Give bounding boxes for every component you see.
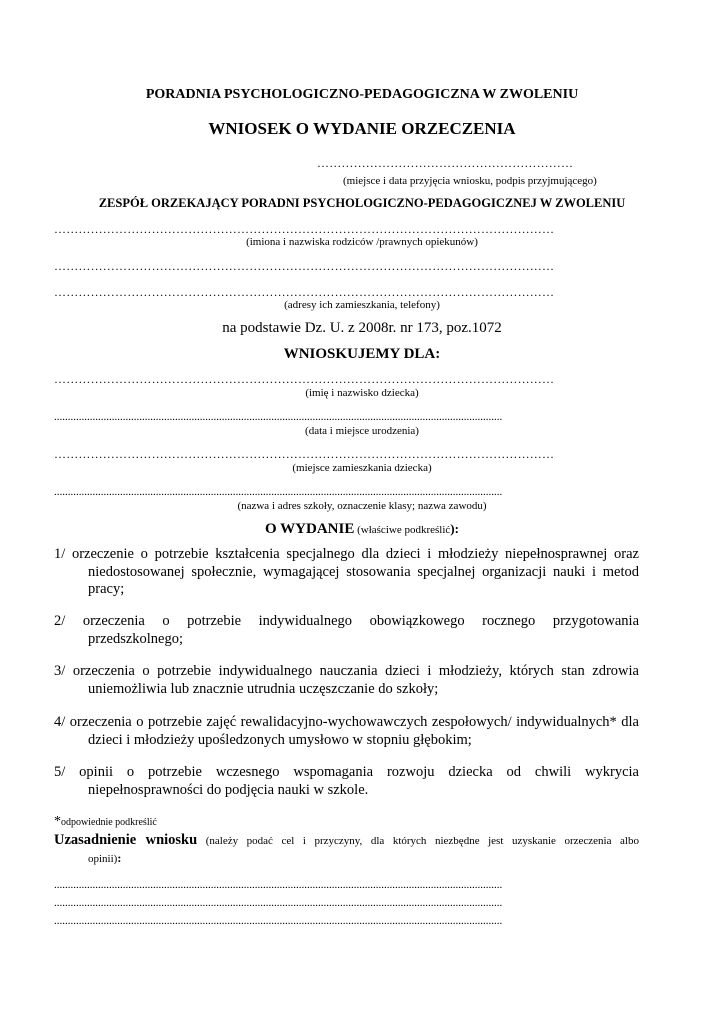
- child-school-caption: (nazwa i adres szkoły, oznaczenie klasy; nazwa zawodu): [237, 500, 487, 512]
- justification-line-1[interactable]: ...................................................................................................................................................................: [54, 879, 503, 891]
- parents-names-line[interactable]: ……………………………………………………………………………………………………………: [54, 222, 555, 236]
- option-1-text: 1/ orzeczenie o potrzebie kształcenia specjalnego dla dzieci i młodzieży niepełnosprawnej oraz: [54, 546, 639, 562]
- child-school-line[interactable]: ...................................................................................................................................................................: [54, 486, 503, 498]
- option-1[interactable]: [54, 546, 639, 599]
- justification-note-cont: opinii): [88, 853, 118, 865]
- child-birth-caption: (data i miejsce urodzenia): [305, 425, 419, 437]
- child-birth-line[interactable]: ...................................................................................................................................................................: [54, 411, 503, 423]
- option-4-cont-1: dzieci i młodzieży upośledzonych umysłowo w stopniu głębokim;: [88, 731, 472, 748]
- justification-note: (należy podać cel i przyczyny, dla których niezbędne jest uzyskanie orzeczenia albo: [197, 835, 639, 847]
- issue-note: (właściwe podkreślić: [354, 524, 451, 536]
- option-4-text: 4/ orzeczenia o potrzebie zajęć rewalidacyjno-wychowawczych zespołowych/ indywidualnych* dla: [54, 714, 639, 730]
- receipt-dotted-line[interactable]: ………………………………………………………: [317, 156, 574, 170]
- option-2-text: 2/ orzeczenia o potrzebie indywidualnego obowiązkowego rocznego przygotowania: [54, 613, 639, 629]
- justification-colon: :: [117, 851, 122, 865]
- receipt-caption: (miejsce i data przyjęcia wniosku, podpis przyjmującego): [343, 175, 597, 187]
- issue-heading-row: [0, 520, 724, 538]
- option-1-cont-2: pracy;: [88, 581, 125, 597]
- option-5-text: 5/ opinii o potrzebie wczesnego wspomagania rozwoju dziecka od chwili wykrycia: [54, 764, 639, 780]
- footnote-star: *: [54, 814, 61, 829]
- justification-label: Uzasadnienie wniosku: [54, 832, 198, 848]
- parents-address-line-1[interactable]: ……………………………………………………………………………………………………………: [54, 259, 555, 273]
- issue-note-colon: ):: [450, 521, 459, 536]
- child-residence-line[interactable]: ……………………………………………………………………………………………………………: [54, 447, 555, 461]
- addressee: ZESPÓŁ ORZEKAJĄCY PORADNI PSYCHOLOGICZNO-PEDAGOGICZNEJ W ZWOLENIU: [98, 196, 626, 210]
- child-name-line[interactable]: ……………………………………………………………………………………………………………: [54, 372, 555, 386]
- option-2[interactable]: [54, 613, 639, 648]
- option-3-text: 3/ orzeczenia o potrzebie indywidualnego nauczania dzieci i młodzieży, których stan zdrowia: [54, 663, 639, 679]
- option-1-cont-1: niedostosowanej społecznie, wymagającej stosowania specjalnej organizacji nauki i metod: [88, 563, 639, 580]
- option-5-cont-1: niepełnosprawności do podjęcia nauki w szkole.: [88, 781, 369, 798]
- parents-address-caption: (adresy ich zamieszkania, telefony): [284, 299, 440, 311]
- footnote-text: odpowiednie podkreślić: [61, 817, 157, 828]
- footnote: [54, 812, 157, 830]
- legal-basis: na podstawie Dz. U. z 2008r. nr 173, poz.1072: [222, 320, 502, 336]
- option-3-cont-1: uniemożliwia lub znacznie utrudnia uczęszczanie do szkoły;: [88, 680, 439, 697]
- request-heading: WNIOSKUJEMY DLA:: [283, 346, 441, 362]
- option-5[interactable]: [54, 764, 639, 799]
- parents-names-caption: (imiona i nazwiska rodziców /prawnych opiekunów): [246, 236, 478, 248]
- parents-address-line-2[interactable]: ……………………………………………………………………………………………………………: [54, 285, 555, 299]
- issue-heading: O WYDANIE: [265, 521, 355, 537]
- child-name-caption: (imię i nazwisko dziecka): [305, 387, 419, 399]
- option-4[interactable]: [54, 714, 639, 749]
- document-title: WNIOSEK O WYDANIE ORZECZENIA: [208, 119, 516, 138]
- justification-block: [54, 831, 639, 868]
- child-residence-caption: (miejsce zamieszkania dziecka): [292, 462, 432, 474]
- institution-name: PORADNIA PSYCHOLOGICZNO-PEDAGOGICZNA W ZWOLENIU: [145, 87, 579, 102]
- option-3[interactable]: [54, 663, 639, 698]
- justification-line-2[interactable]: ...................................................................................................................................................................: [54, 897, 503, 909]
- justification-line-3[interactable]: ...................................................................................................................................................................: [54, 915, 503, 927]
- option-2-cont-1: przedszkolnego;: [88, 630, 184, 647]
